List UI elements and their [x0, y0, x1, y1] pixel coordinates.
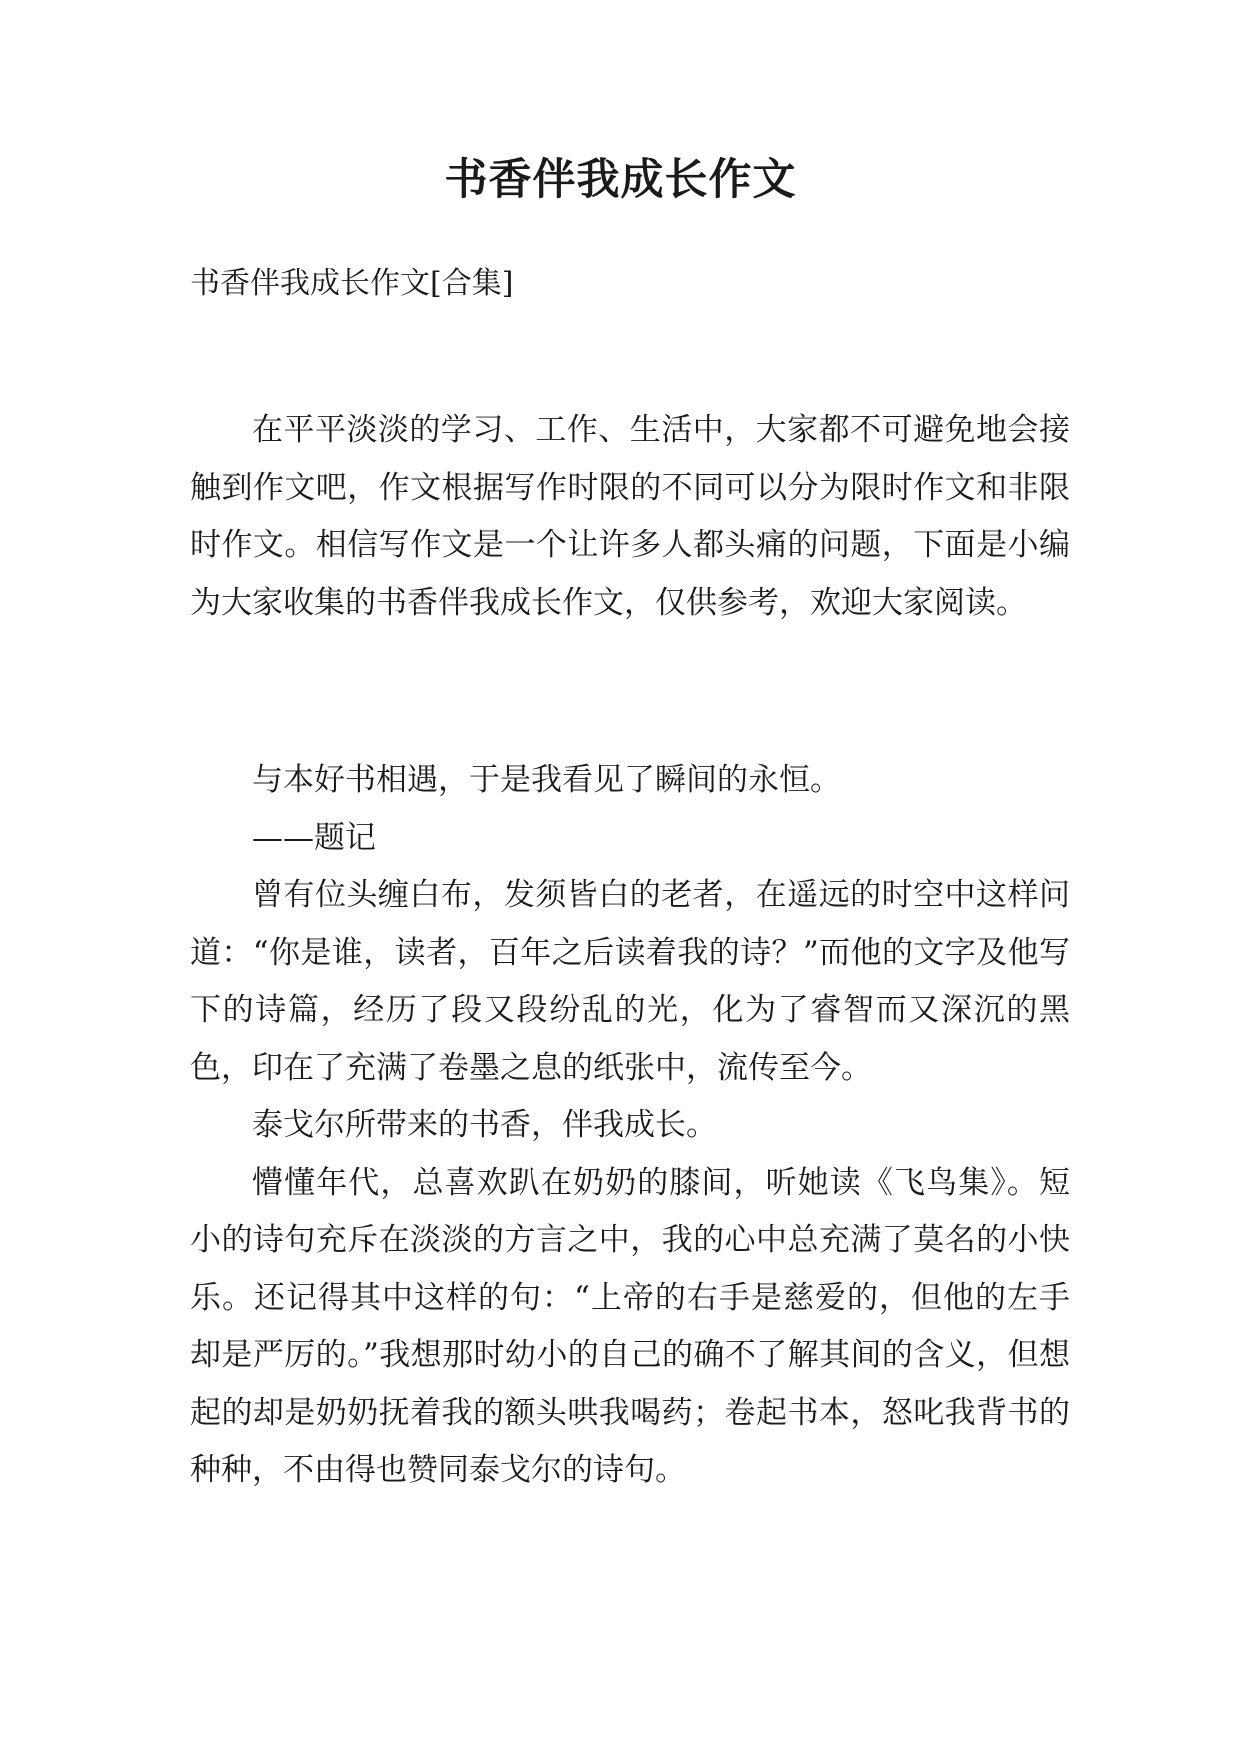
body-section — [190, 752, 1070, 1500]
paragraph: 懵懂年代，总喜欢趴在奶奶的膝间，听她读《飞鸟集》。短小的诗句充斥在淡淡的方言之中，我的心中总充满了莫名的小快乐。还记得其中这样的句：“上帝的右手是慈爱的，但他的左手却是严厉的。”我想那时幼小的自己的确不了解其间的含义，但想起的却是奶奶抚着我的额头哄我喝药；卷起书本，怒叱我背书的种种，不由得也赞同泰戈尔的诗句。 — [190, 1164, 1070, 1488]
document-subtitle: 书香伴我成长作文[合集] — [190, 266, 514, 301]
paragraph-epigraph: 与本好书相遇，于是我看见了瞬间的永恒。 — [252, 762, 841, 798]
paragraph: 泰戈尔所带来的书香，伴我成长。 — [252, 1107, 717, 1143]
paragraph: 在平平淡淡的学习、工作、生活中，大家都不可避免地会接触到作文吧，作文根据写作时限的不同可以分为限时作文和非限时作文。相信写作文是一个让许多人都头痛的问题，下面是小编为大家收集的书香伴我成长作文，仅供参考，欢迎大家阅读。 — [190, 412, 1070, 621]
paragraph: 曾有位头缠白布，发须皆白的老者，在遥远的时空中这样问道：“你是谁，读者，百年之后读着我的诗？”而他的文字及他写下的诗篇，经历了段又段纷乱的光，化为了睿智而又深沉的黑色，印在了充满了卷墨之息的纸张中，流传至今。 — [190, 877, 1070, 1086]
document-title: 书香伴我成长作文 — [444, 155, 797, 205]
intro-section — [190, 402, 1070, 632]
paragraph-epigraph-attribution: ——题记 — [252, 819, 376, 856]
